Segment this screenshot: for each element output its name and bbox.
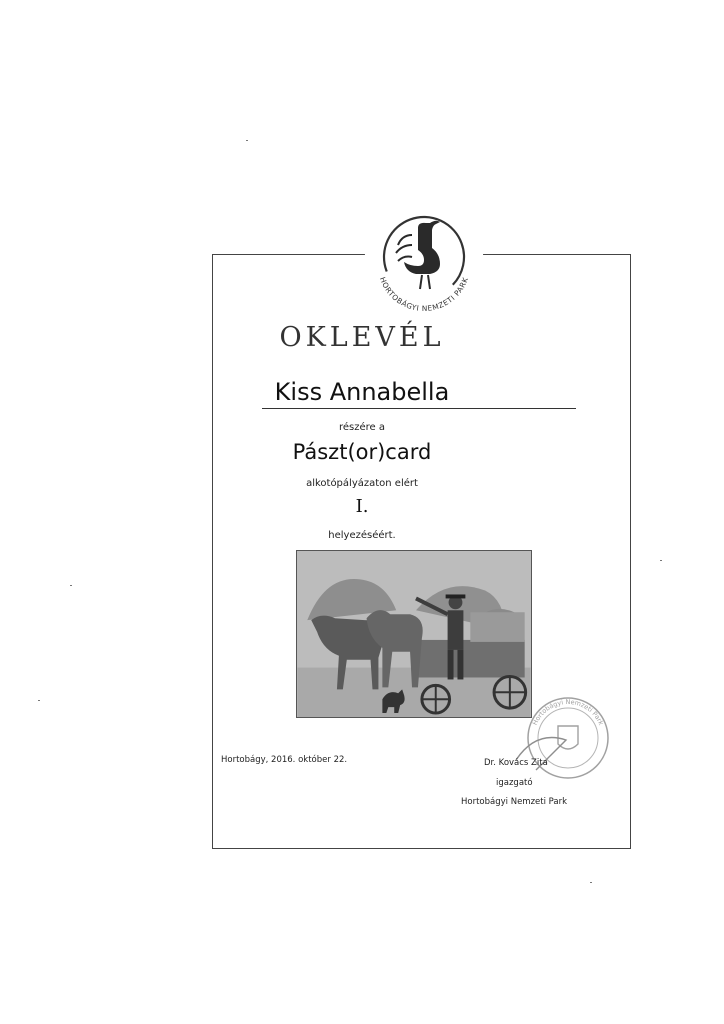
crane-bird-icon (364, 205, 484, 325)
scan-speck (660, 560, 662, 561)
scan-speck (590, 882, 592, 883)
signer-title: igazgató (496, 778, 533, 788)
scan-speck (246, 140, 248, 141)
name-underline (262, 408, 576, 409)
for-text: részére a (338, 422, 385, 433)
place-date: Hortobágy, 2016. október 22. (221, 755, 348, 765)
official-seal (496, 690, 612, 786)
recipient-name: Kiss Annabella (274, 378, 450, 406)
contest-description: alkotópályázaton elért (306, 478, 418, 489)
signer-organization: Hortobágyi Nemzeti Park (461, 797, 568, 807)
certificate-title: OKLEVÉL (279, 322, 445, 353)
seal-arc-text: Hortobágyi Nemzeti Park (530, 697, 606, 727)
scan-speck (70, 585, 72, 586)
scan-speck (38, 700, 40, 701)
logo-arc-text: HORTOBÁGYI NEMZETI PARK (377, 275, 471, 314)
official-seal-icon (496, 690, 612, 786)
placement-text: helyezéséért. (328, 530, 396, 541)
placement-number: I. (355, 496, 369, 517)
contest-name: Pászt(or)card (292, 440, 432, 464)
signer-name: Dr. Kovács Zita (484, 758, 548, 768)
park-logo (364, 205, 484, 325)
